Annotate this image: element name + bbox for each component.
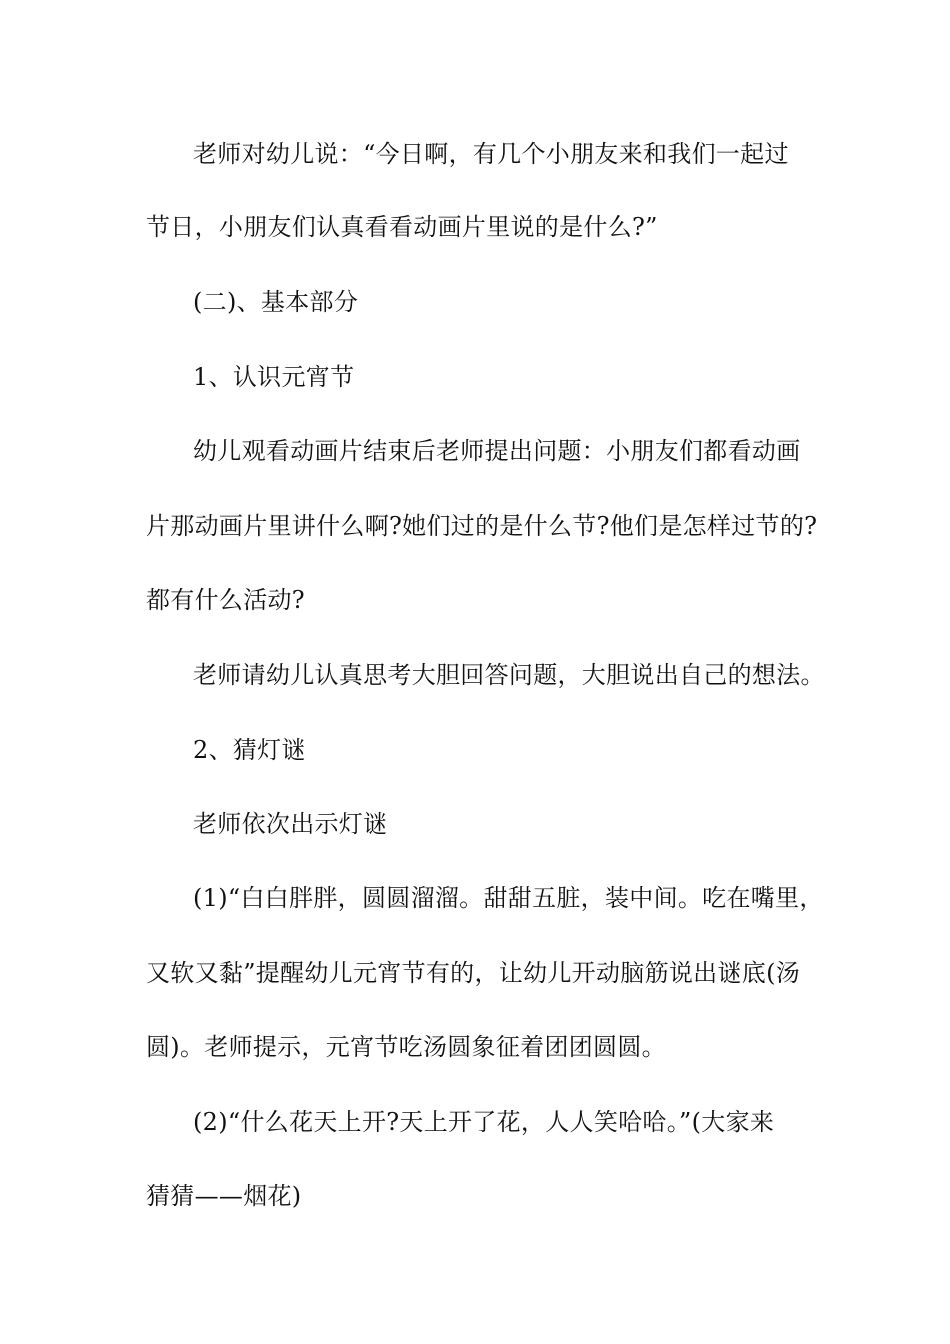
paragraph-line: (2)“什么花天上开?天上开了花，人人笑哈哈。”(大家来: [193, 1108, 775, 1136]
paragraph-line: 猜猜——烟花): [146, 1182, 302, 1210]
paragraph-line: 老师依次出示灯谜: [193, 810, 388, 838]
section-heading: (二)、基本部分: [193, 288, 359, 316]
paragraph-line: (1)“白白胖胖，圆圆溜溜。甜甜五脏，装中间。吃在嘴里，: [193, 884, 824, 912]
paragraph-line: 老师对幼儿说：“今日啊，有几个小朋友来和我们一起过: [193, 140, 789, 168]
paragraph-line: 都有什么活动?: [146, 586, 305, 614]
paragraph-line: 又软又黏”提醒幼儿元宵节有的，让幼儿开动脑筋说出谜底(汤: [146, 959, 801, 987]
paragraph-line: 幼儿观看动画片结束后老师提出问题：小朋友们都看动画: [193, 437, 801, 465]
paragraph-line: 老师请幼儿认真思考大胆回答问题，大胆说出自己的想法。: [193, 661, 825, 689]
paragraph-line: 圆)。老师提示，元宵节吃汤圆象征着团团圆圆。: [146, 1033, 666, 1061]
subsection-heading: 2、猜灯谜: [193, 736, 306, 764]
paragraph-line: 片那动画片里讲什么啊?她们过的是什么节?他们是怎样过节的?: [146, 512, 818, 540]
subsection-heading: 1、认识元宵节: [193, 363, 355, 391]
paragraph-line: 节日，小朋友们认真看看动画片里说的是什么?”: [146, 213, 658, 241]
